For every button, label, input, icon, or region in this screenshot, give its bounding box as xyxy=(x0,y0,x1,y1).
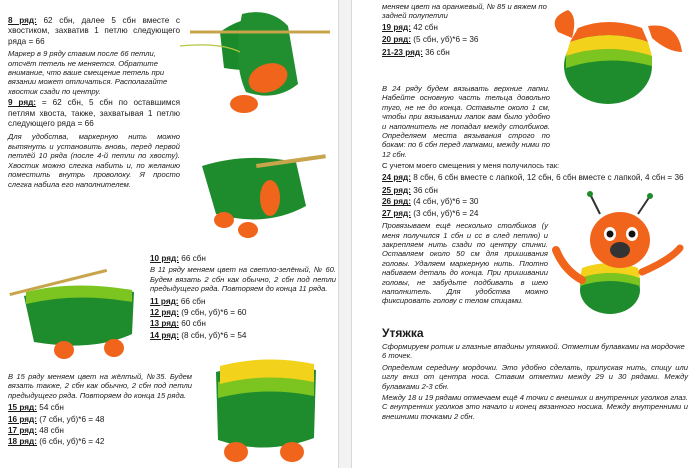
row20-label: 20 ряд: xyxy=(382,35,411,45)
row2123-text: 36 сбн xyxy=(425,47,450,57)
row2123-label: 21-23 ряд: xyxy=(382,47,423,57)
row8-label: 8 ряд: xyxy=(8,16,37,25)
text-block-row19 xyxy=(382,2,550,58)
row8-text: 62 сбн, далее 5 сбн вместе с хвостиком, захватив 1 петлю следующего ряда = 66 xyxy=(8,16,180,46)
row12-text: (9 сбн, уб)*6 = 60 xyxy=(181,308,247,318)
row15-text: 54 сбн xyxy=(39,403,64,413)
tightening-paragraph-3: Между 18 и 19 рядами отмечаем ещё 4 точки с внешних и внутренних уголков глаз. С внутренних уголков это начало и конец вязанного носика. Между внутренними и внешними точками 2 сбн. xyxy=(382,393,688,421)
photo-step-9 xyxy=(186,136,332,246)
photo-toy-full xyxy=(550,190,688,318)
row16-text: (7 сбн, уб)*6 = 48 xyxy=(39,414,105,424)
row19-label: 19 ряд: xyxy=(382,22,411,32)
intro-orange: меняем цвет на оранжевый, № 85 и вяжем по задней полупетли xyxy=(382,2,547,21)
note-row8: Маркер в 9 ряду ставим после 66 петли, отсчёт петель не меняется. Обратите внимание, что ваше смещение петель при вязании может отличаться. Располагайте хвостик сзади по центру. xyxy=(8,49,168,96)
row24-label: 24 ряд: xyxy=(382,172,411,182)
section-tightening xyxy=(382,326,688,421)
row13-text: 60 сбн xyxy=(181,319,206,329)
left-page xyxy=(0,0,338,468)
page-gutter xyxy=(338,0,352,468)
row20-text: (5 сбн, уб)*6 = 36 xyxy=(413,35,479,45)
row24-text: 8 сбн, 6 сбн вместе с лапкой, 12 сбн, 6 сбн вместе с лапкой, 4 сбн = 36 xyxy=(413,172,684,182)
row18-text: (6 сбн, уб)*6 = 42 xyxy=(39,437,105,447)
tightening-paragraph-2: Определим середину мордочки. Это удобно сделать, припуская нить, спицу или иглу вниз от центра носа. Ставим отметки между 29 и 30 рядами. Между булавками 2-3 сбн. xyxy=(382,362,688,391)
row27-label: 27 ряд: xyxy=(382,208,411,218)
note-row24b: С учетом моего смещения у меня получилось так: xyxy=(382,161,560,171)
row14-text: (8 сбн, уб)*6 = 54 xyxy=(181,330,247,340)
row10-label: 10 ряд: xyxy=(150,254,179,263)
text-block-row8 xyxy=(8,16,180,189)
row25-text: 36 сбн xyxy=(413,186,438,195)
text-block-row24 xyxy=(382,84,686,183)
row10-text: 66 сбн xyxy=(181,254,206,263)
note-row15: В 15 ряду меняем цвет на жёлтый, №35. Будем вязать также, 2 сбн как обычно, 2 сбн под петли предыдущего ряда. Повторяем до конца 15 ряда. xyxy=(8,372,192,400)
note-row27: Провязываем ещё несколько столбиков (у меня получился 1 сбн и сс в след петлю) и закрепляем нить сзади по центру спинки. Оставляем около 50 см для пришивания головы. Удаляем маркерную нить. Плотно набиваем деталь до конца. При пришивании головы, не забудьте подбивать в шею наполнитель. Для удобства можно фиксировать голову с телом спицами. xyxy=(382,221,548,306)
section-title: Утяжка xyxy=(382,326,424,340)
row13-label: 13 ряд: xyxy=(150,319,179,329)
row9-text: = 62 сбн, 5 сбн по оставшимся петлям хвоста, также, захватывая 1 петлю следующего ряда = 66 xyxy=(8,98,180,129)
text-block-row10 xyxy=(150,254,336,341)
row9-label: 9 ряд: xyxy=(8,98,37,108)
row16-label: 16 ряд: xyxy=(8,414,37,424)
row15-label: 15 ряд: xyxy=(8,403,37,413)
row14-label: 14 ряд: xyxy=(150,330,179,340)
note-row24: В 24 ряду будем вязывать верхние лапки. Набейте основную часть тельца довольно туго, не не до конца. Оставьте около 1 см, чтобы при вязывании лапок вам было удобно и наполнитель не попадал между столбиков. Определяем места вязывания строго по бокам: по 6 сбн перед лапками, между ними по 12 сбн. xyxy=(382,84,550,159)
tightening-paragraph-1: Сформируем ротик и глазные впадины утяжкой. Отметим булавками на мордочке 6 точек. xyxy=(382,342,685,361)
text-block-row15 xyxy=(8,372,192,448)
photo-step-8 xyxy=(180,2,332,122)
note-row9: Для удобства, маркерную нить можно вытянуть и установить вновь, перед первой петлёй 10 ряда (после 4-й петли по хвосту). Хвостик можно слегка набить и, по желанию поместить внутрь проволоку. Я просто слегка набила его наполнителем. xyxy=(8,132,180,189)
row26-label: 26 ряд: xyxy=(382,197,411,207)
row19-text: 42 сбн xyxy=(413,22,438,32)
note-row10: В 11 ряду меняем цвет на светло-зелёный, № 60. Будем вязать 2 сбн как обычно, 2 сбн под петли предыдущего ряда. Повторяем до конца 11 ряда. xyxy=(150,265,336,294)
row18-label: 18 ряд: xyxy=(8,437,37,447)
row27-text: (3 сбн, уб)*6 = 24 xyxy=(413,208,479,218)
row11-label: 11 ряд: xyxy=(150,296,179,306)
row17-label: 17 ряд: xyxy=(8,426,37,436)
text-block-row25 xyxy=(382,186,548,306)
row11-text: 66 сбн xyxy=(180,296,206,306)
right-page xyxy=(352,0,690,468)
row12-label: 12 ряд: xyxy=(150,308,179,318)
photo-step-11 xyxy=(4,262,146,366)
row17-text: 48 сбн xyxy=(39,426,64,436)
photo-step-15 xyxy=(196,352,332,466)
row26-text: (4 сбн, уб)*6 = 30 xyxy=(413,197,479,207)
row25-label: 25 ряд: xyxy=(382,186,411,195)
